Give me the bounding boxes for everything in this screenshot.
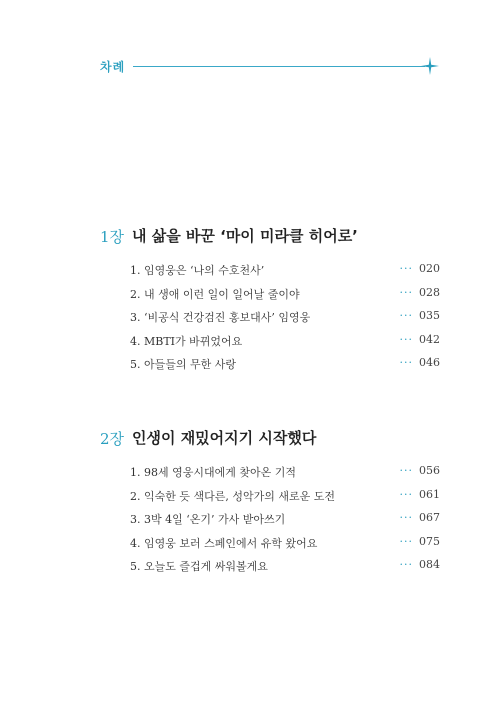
entry-page — [400, 286, 441, 299]
chapter-heading — [100, 428, 440, 450]
toc-entry[interactable] — [130, 262, 440, 286]
toc-entry[interactable] — [130, 488, 440, 512]
chapter-2 — [100, 428, 440, 573]
toc-header — [100, 56, 440, 76]
entry-title: 1. 98세 영웅시대에게 찾아온 기적 — [130, 466, 296, 479]
leader-dots: ··· — [399, 332, 413, 346]
entry-title: 3. 3박 4일 ‘온기’ 가사 받아쓰기 — [130, 513, 286, 526]
toc-entry[interactable] — [130, 558, 440, 582]
page-number: 020 — [419, 262, 440, 275]
toc-entry[interactable] — [130, 309, 440, 333]
toc-title: 차례 — [100, 60, 126, 74]
page-number: 046 — [419, 356, 440, 369]
toc-entry[interactable] — [130, 356, 440, 380]
leader-dots: ··· — [399, 309, 413, 322]
entry-title: 2. 내 생애 이런 일이 일어날 줄이야 — [130, 287, 300, 301]
toc-entry[interactable] — [130, 464, 440, 488]
page-number: 075 — [419, 534, 440, 548]
chapter-title: 인생이 재밌어지기 시작했다 — [132, 429, 317, 447]
page-number: 035 — [419, 309, 440, 322]
leader-dots: ··· — [399, 285, 413, 299]
entry-title: 4. MBTI가 바뀌었어요 — [130, 334, 243, 348]
entry-page — [400, 262, 441, 275]
entry-page — [400, 488, 441, 501]
entry-title: 3. ‘비공식 건강검진 홍보대사’ 임영웅 — [130, 311, 311, 324]
entry-page — [400, 535, 441, 548]
toc-entry[interactable] — [130, 535, 440, 559]
leader-dots: ··· — [399, 534, 413, 548]
entry-page — [400, 511, 441, 524]
page-number: 028 — [419, 285, 440, 299]
entry-page — [400, 309, 441, 322]
entry-page — [400, 558, 441, 571]
chapter-number: 2장 — [100, 430, 125, 448]
page-number: 061 — [419, 487, 440, 501]
sparkle-star-icon — [421, 57, 439, 75]
leader-dots: ··· — [399, 511, 413, 524]
entry-title: 5. 아들들의 무한 사랑 — [130, 358, 236, 371]
entry-title: 1. 임영웅은 ‘나의 수호천사’ — [130, 264, 265, 277]
toc-entry[interactable] — [130, 511, 440, 535]
header-rule — [133, 66, 425, 67]
entry-page — [400, 356, 441, 369]
leader-dots: ··· — [399, 356, 413, 369]
page-number: 067 — [419, 511, 440, 524]
chapter-number: 1장 — [100, 228, 125, 246]
toc-entry[interactable] — [130, 286, 440, 310]
chapter-heading — [100, 226, 440, 248]
chapter-title: 내 삶을 바꾼 ‘마이 미라클 히어로’ — [132, 227, 358, 245]
page-number: 084 — [419, 558, 440, 571]
page-number: 042 — [419, 332, 440, 346]
leader-dots: ··· — [399, 558, 413, 571]
entry-page — [400, 464, 441, 477]
chapter-entries — [130, 262, 440, 380]
entry-page — [400, 333, 441, 346]
entry-title: 2. 익숙한 듯 색다른, 성악가의 새로운 도전 — [130, 489, 335, 503]
page-number: 056 — [419, 464, 440, 477]
entry-title: 4. 임영웅 보러 스페인에서 유학 왔어요 — [130, 536, 318, 550]
chapter-entries — [130, 464, 440, 582]
leader-dots: ··· — [399, 464, 413, 477]
entry-title: 5. 오늘도 즐겁게 싸워볼게요 — [130, 560, 268, 573]
chapter-1 — [100, 226, 440, 371]
leader-dots: ··· — [399, 262, 413, 275]
leader-dots: ··· — [399, 487, 413, 501]
toc-entry[interactable] — [130, 333, 440, 357]
